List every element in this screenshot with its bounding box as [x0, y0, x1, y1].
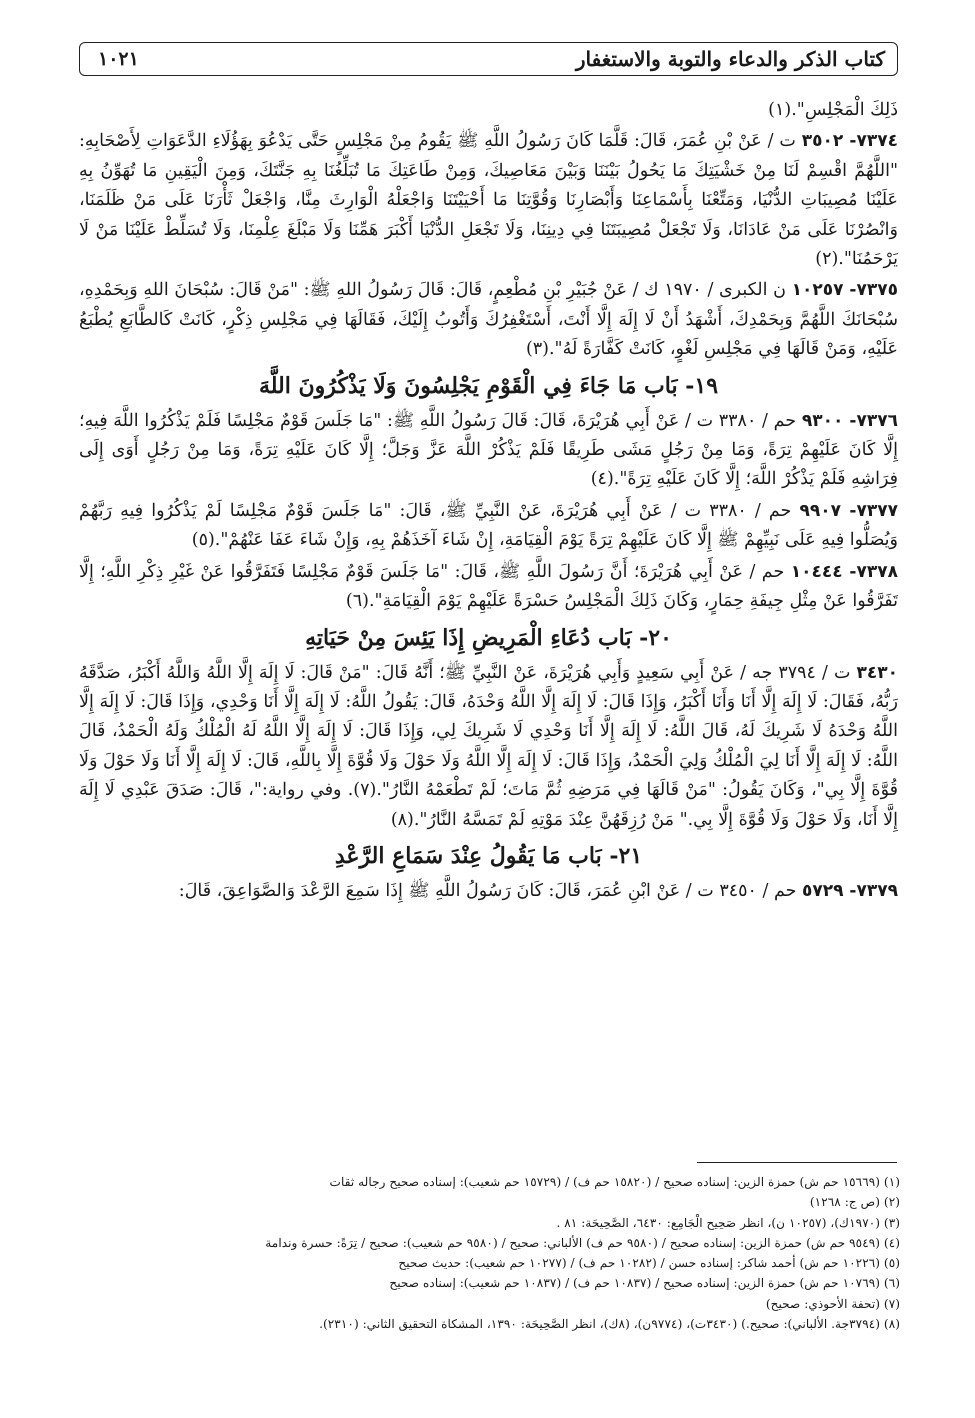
running-header [79, 42, 898, 76]
continued-text: ذَلِكَ الْمَجْلِسِ".(١) [768, 100, 898, 120]
footnote: (٥) (١٠٢٢٦ حم ش) أحمد شاكر: إسناده حسن / (١٠٢٨٢ حم ف) / (١٠٢٧٧ حم شعيب): حديث صحيح [398, 1256, 900, 1271]
chapter-heading-20: ٢٠- بَاب دُعَاءِ الْمَرِيضِ إِذَا يَئِسَ مِنْ حَيَاتِهِ [305, 624, 672, 651]
footnote: (٧) (تحفة الأحوذي: صحيح) [765, 1296, 900, 1311]
footnote: (٤) (٩٥٤٩ حم ش) حمزة الزين: إسناده صحيح / (٩٥٨٠ حم ف) الألباني: صحيح / (٩٥٨٠ حم شعيب): صحيح / تِرَةً: حسرة وندامة [265, 1235, 900, 1250]
hadith-number: ٧٣٧٥- ١٠٢٥٧ [791, 280, 898, 301]
footnote: (١) (١٥٦٦٩ حم ش) حمزة الزين: إسناده صحيح / (١٥٨٢٠ حم ف) / (١٥٧٢٩ حم شعيب): إسناده صحيح رجاله ثقات [329, 1175, 900, 1189]
footnote: (٢) (ص ج: ١٢٦٨) [809, 1195, 900, 1210]
hadith-number: ٣٤٣٠ [856, 662, 899, 683]
hadith-7378 [79, 558, 898, 617]
hadith-number: ٧٣٧٦- ٩٣٠٠ [801, 410, 898, 431]
hadith-text: حم / عَنْ أَبِي هُرَيْرَةَ؛ أَنَّ رَسُولَ اللَّهِ ﷺ، قَالَ: "مَا جَلَسَ قَوْمٌ مَجْلِسًا فَتَفَرَّقُوا عَنْ غَيْرِ ذِكْرِ اللَّهِ؛ إِلَّا تَفَرَّقُوا عَنْ مِثْلِ جِيفَةِ حِمَارٍ، وَكَانَ ذَلِكَ الْمَجْلِسُ حَسْرَةً عَلَيْهِمْ يَوْمَ الْقِيَامَةِ".(٦) [79, 561, 898, 612]
hadith-7374 [79, 127, 898, 274]
footnote: (٨) (٣٧٩٤جة. الألباني): صحيح.) (٣٤٣٠ت)، (٩٧٧٤ن)، (٨ك)، انظر الصَّحِيحَة: ١٣٩٠، المشكاة التحقيق الثاني: (٢٣١٠). [319, 1317, 900, 1332]
footnotes [100, 1172, 900, 1334]
hadith-7376 [79, 407, 898, 495]
hadith-7379 [79, 877, 898, 906]
hadith-7375 [79, 276, 898, 364]
hadith-text: ت / ٣٧٩٤ جه / عَنْ أَبِي سَعِيدٍ وَأَبِي هُرَيْرَةَ، عَنْ النَّبِيِّ ﷺ؛ أَنَّهُ قَالَ: "مَنْ قَالَ: لَا إِلَهَ إِلَّا اللَّهُ وَاللَّهُ أَكْبَرُ، صَدَّقَهُ رَبُّهُ، فَقَالَ: لَا إِلَهَ إِلَّا أَنَا وَأَنَا أَكْبَرُ، وَإِذَا قَالَ: لَا إِلَهَ إِلَّا اللَّهُ وَحْدَهُ، قَالَ: يَقُولُ اللَّهُ: لَا إِلَهَ إِلَّا أَنَا وَحْدِي، وَإِذَا قَالَ: لَا إِلَهَ إِلَّا اللَّهُ وَحْدَهُ لَا شَرِيكَ لَهُ، قَالَ اللَّهُ: لَا إِلَهَ إِلَّا أَنَا وَحْدِي لَا شَرِيكَ لِي، وَإِذَا قَالَ: لَا إِلَهَ إِلَّا اللَّهُ لَهُ الْمُلْكُ وَلَهُ الْحَمْدُ، قَالَ اللَّهُ: لَا إِلَهَ إِلَّا أَنَا لِيَ الْمُلْكُ وَلِيَ الْحَمْدُ، وَإِذَا قَالَ: لَا إِلَهَ إِلَّا اللَّهُ وَلَا حَوْلَ وَلَا قُوَّةَ إِلَّا بِاللَّهِ، قَالَ: لَا إِلَهَ إِلَّا أَنَا وَلَا حَوْلَ وَلَا قُوَّةَ إِلَّا بِي"، وَكَانَ يَقُولُ: "مَنْ قَالَهَا فِي مَرَضِهِ ثُمَّ مَاتَ؛ لَمْ تَطْعَمْهُ النَّارُ".(٧). وفي رواية:"، قَالَ: صَدَقَ عَبْدِي لَا إِلَهَ إِلَّا أَنَا، وَلَا حَوْلَ وَلَا قُوَّةَ إِلَّا بِي." مَنْ رُزِقَهُنَّ عِنْدَ مَوْتِهِ لَمْ تَمَسَّهُ النَّارُ".(٨) [79, 662, 898, 830]
hadith-number: ٧٣٧٨- ١٠٤٤٤ [790, 561, 898, 582]
hadith-text: ت / عَنْ بْنِ عُمَرَ، قَالَ: قَلَّمَا كَانَ رَسُولُ اللَّهِ ﷺ يَقُومُ مِنْ مَجْلِسٍ حَتَّى يَدْعُوَ بِهَؤُلَاءِ الدَّعَوَاتِ لِأَصْحَابِهِ: "اللَّهُمَّ اقْسِمْ لَنَا مِنْ خَشْيَتِكَ مَا يَحُولُ بَيْنَنَا وَبَيْنَ مَعَاصِيكَ، وَمِنْ طَاعَتِكَ مَا تُبَلِّغُنَا بِهِ جَنَّتَكَ، وَمِنَ الْيَقِينِ مَا تُهَوِّنُ بِهِ عَلَيْنَا مُصِيبَاتِ الدُّنْيَا، وَمَتِّعْنَا بِأَسْمَاعِنَا وَأَبْصَارِنَا وَقُوَّتِنَا مَا أَحْيَيْتَنَا وَاجْعَلْهُ الْوَارِثَ مِنَّا، وَاجْعَلْ ثَأْرَنَا عَلَى مَنْ ظَلَمَنَا، وَانْصُرْنَا عَلَى مَنْ عَادَانَا، وَلَا تَجْعَلْ مُصِيبَتَنَا فِي دِينِنَا، وَلَا تَجْعَلِ الدُّنْيَا أَكْبَرَ هَمِّنَا وَلَا مَبْلَغَ عِلْمِنَا، وَلَا تُسَلِّطْ عَلَيْنَا مَنْ لَا يَرْحَمُنَا".(٢) [79, 131, 898, 270]
hadith-text: حم / ٣٤٥٠ ت / عَنْ ابْنِ عُمَرَ، قَالَ: كَانَ رَسُولُ اللَّهِ ﷺ إِذَا سَمِعَ الرَّعْدَ وَالصَّوَاعِقَ، قَالَ: [178, 880, 802, 901]
chapter-heading-21: ٢١- بَاب مَا يَقُولُ عِنْدَ سَمَاعِ الرَّعْدِ [334, 842, 643, 869]
footnote-divider [697, 1162, 897, 1163]
book-title: كتاب الذكر والدعاء والتوبة والاستغفار [575, 47, 885, 71]
hadith-7377 [79, 497, 898, 556]
hadith-3430 [79, 659, 898, 835]
page-number: ١٠٢١ [98, 48, 139, 70]
hadith-text: حم / ٣٣٨٠ ت / عَنْ أَبِي هُرَيْرَةَ، قَالَ: قَالَ رَسُولُ اللَّهِ ﷺ: "مَا جَلَسَ قَوْمٌ مَجْلِسًا فَلَمْ يَذْكُرُوا اللَّهَ فِيهِ؛ إِلَّا كَانَ عَلَيْهِمْ تِرَةً، وَمَا مِنْ رَجُلٍ مَشَى طَرِيقًا فَلَمْ يَذْكُرْ اللَّهَ عَزَّ وَجَلَّ؛ إِلَّا كَانَ عَلَيْهِ تِرَةً، وَمَا مِنْ رَجُلٍ أَوَى إِلَى فِرَاشِهِ فَلَمْ يَذْكُرْ اللَّهَ؛ إِلَّا كَانَ عَلَيْهِ تِرَةً".(٤) [79, 410, 898, 490]
hadith-text: ن الكبرى / ١٩٧٠ ك / عَنْ جُبَيْرِ بْنِ مُطْعِمٍ، قَالَ: قَالَ رَسُولُ اللهِ ﷺ: "مَنْ قَالَ: سُبْحَانَ اللهِ وَبِحَمْدِهِ، سُبْحَانَكَ اللَّهُمَّ وَبِحَمْدِكَ، أَشْهَدُ أَنْ لَا إِلَهَ إِلَّا أَنْتَ، أَسْتَغْفِرُكَ وَأَتُوبُ إِلَيْكَ، فَقَالَهَا فِي مَجْلِسِ ذِكْرٍ، كَانَتْ كَالطَّابَعِ يُطْبَعُ عَلَيْهِ، وَمَنْ قَالَهَا فِي مَجْلِسِ لَغْوٍ، كَانَتْ كَفَّارَةً لَهُ".(٣) [79, 280, 898, 360]
hadith-number: ٧٣٧٩- ٥٧٢٩ [801, 880, 898, 901]
chapter-heading-19: ١٩- بَاب مَا جَاءَ فِي الْقَوْمِ يَجْلِسُونَ وَلَا يَذْكُرُونَ اللَّهَ [258, 372, 719, 399]
footnote: (٦) (١٠٧٦٩ حم ش) حمزة الزين: إسناده صحيح / (١٠٨٣٧ حم ف) / (١٠٨٣٧ حم شعيب): إسناده صحيح [389, 1276, 900, 1291]
footnote: (٣) (١٩٧٠ك)، (١٠٢٥٧ ن)، انظر صَحِيح الْجَامِع: ٦٤٣٠، الصَّحِيحَة: ٨١ . [556, 1215, 900, 1230]
hadith-number: ٧٣٧٤- ٣٥٠٢ [801, 131, 898, 152]
main-text [79, 96, 898, 908]
hadith-text: حم / ٣٣٨٠ ت / عَنْ أَبِي هُرَيْرَةَ، عَنْ النَّبِيِّ ﷺ، قَالَ: "مَا جَلَسَ قَوْمٌ مَجْلِسًا لَمْ يَذْكُرُوا فِيهِ رَبَّهُمْ وَيُصَلُّوا فِيهِ عَلَى نَبِيِّهِمْ ﷺ إِلَّا كَانَ عَلَيْهِمْ تِرَةً يَوْمَ الْقِيَامَةِ، إِنْ شَاءَ آخَذَهُمْ بِهِ، وَإِنْ شَاءَ عَفَا عَنْهُمْ".(٥) [79, 500, 898, 551]
hadith-number: ٧٣٧٧- ٩٩٠٧ [799, 500, 898, 521]
